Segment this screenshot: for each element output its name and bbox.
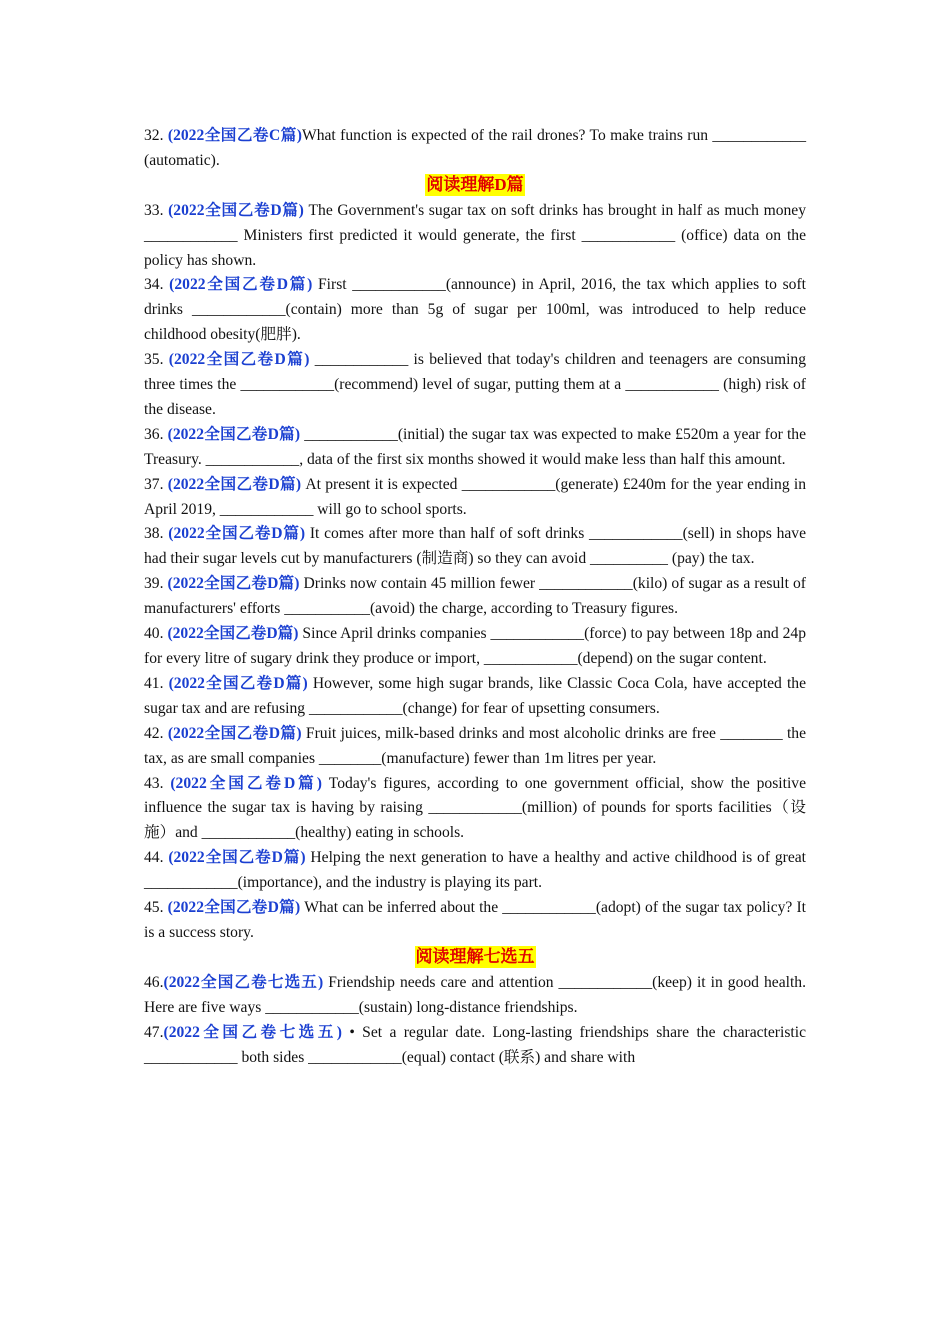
section-heading xyxy=(144,174,806,199)
question-text: The Government's sugar tax on soft drinks has brought in half as much money ____________ Ministers first predicted it would generate, the first ____________ (office) data on the policy has shown. xyxy=(144,201,807,269)
question-item xyxy=(144,522,806,572)
question-item xyxy=(144,846,806,896)
question-text: Since April drinks companies ____________(force) to pay between 18p and 24p for every litre of sugary drink they produce or import, ____________(depend) on the sugar content. xyxy=(144,625,807,668)
question-source: (2022全国乙卷七选五) xyxy=(163,1023,342,1041)
question-source: (2022全国乙卷D篇) xyxy=(168,351,310,369)
question-number: 38. xyxy=(144,525,169,543)
question-source: (2022全国乙卷D篇) xyxy=(168,849,306,867)
question-number: 36. xyxy=(144,425,168,443)
question-text: However, some high sugar brands, like Classic Coca Cola, have accepted the sugar tax and are refusing ____________(change) for fear of upsetting consumers. xyxy=(144,674,806,717)
question-text: ____________(initial) the sugar tax was expected to make £520m a year for the Treasury. ____________, data of the first six months showed it would make less than half this amount. xyxy=(144,425,807,468)
question-item xyxy=(144,672,806,722)
question-text: Helping the next generation to have a healthy and active childhood is of great ____________(importance), and the industry is playing its part. xyxy=(144,849,807,892)
question-item xyxy=(144,199,806,274)
question-text: What function is expected of the rail drones? To make trains run ____________ (automatic). xyxy=(144,127,806,169)
question-number: 33. xyxy=(144,201,169,219)
question-item xyxy=(144,971,806,1021)
question-item xyxy=(144,722,806,772)
question-source: (2022全国乙卷D篇) xyxy=(168,201,304,219)
question-number: 35. xyxy=(144,351,169,369)
question-source: (2022全国乙卷D篇) xyxy=(167,575,300,593)
question-number: 40. xyxy=(144,625,168,643)
question-source: (2022全国乙卷D篇) xyxy=(167,625,299,643)
question-source: (2022全国乙卷D篇) xyxy=(168,674,308,692)
question-source: (2022全国乙卷D篇) xyxy=(167,724,302,742)
section-heading-label: 阅读理解D篇 xyxy=(426,174,524,194)
question-number: 37. xyxy=(144,475,168,493)
question-item xyxy=(144,622,806,672)
question-source: (2022全国乙卷D篇) xyxy=(167,899,301,917)
section-heading-label: 阅读理解七选五 xyxy=(415,946,535,966)
section-heading xyxy=(144,946,806,971)
question-source: (2022全国乙卷七选五) xyxy=(163,973,324,991)
question-number: 47. xyxy=(144,1023,164,1041)
question-item xyxy=(144,473,806,523)
question-number: 42. xyxy=(144,724,168,742)
question-text: At present it is expected ____________(generate) £240m for the year ending in April 2019, ____________ will go to school sports. xyxy=(144,475,806,518)
question-text: What can be inferred about the ____________(adopt) of the sugar tax policy? It is a success story. xyxy=(144,899,807,941)
question-number: 46. xyxy=(144,973,164,991)
question-number: 34. xyxy=(144,276,170,294)
question-text: Fruit juices, milk-based drinks and most alcoholic drinks are free ________ the tax, as are small companies ________(manufacture) fewer than 1m litres per year. xyxy=(144,724,807,767)
question-item xyxy=(144,124,806,174)
question-number: 45. xyxy=(144,899,168,917)
question-source: (2022全国乙卷D篇) xyxy=(168,525,306,543)
question-item xyxy=(144,1021,806,1071)
question-source: (2022全国乙卷D篇) xyxy=(167,425,301,443)
question-number: 43. xyxy=(144,774,171,792)
question-item xyxy=(144,772,806,847)
question-text: It comes after more than half of soft drinks ____________(sell) in shops have had their sugar levels cut by manufacturers (制造商) so they can avoid __________ (pay) the tax. xyxy=(144,525,806,568)
question-item xyxy=(144,423,806,473)
question-text: Friendship needs care and attention ____________(keep) it in good health. Here are five ways ____________(sustain) long-distance friendships. xyxy=(144,973,806,1016)
question-text: • Set a regular date. Long-lasting friendships share the characteristic ____________ both sides ____________(equal) contact (联系) and share with xyxy=(144,1023,806,1066)
question-number: 41. xyxy=(144,674,169,692)
question-source: (2022全国乙卷D篇) xyxy=(169,276,313,294)
question-item xyxy=(144,348,806,423)
question-source: (2022全国乙卷D篇) xyxy=(170,774,322,792)
question-text: First ____________(announce) in April, 2016, the tax which applies to soft drinks ____________(contain) more than 5g of sugar per 100ml, was introduced to help reduce childhood obesity(肥胖). xyxy=(144,276,806,344)
question-item xyxy=(144,273,806,348)
question-source: (2022全国乙卷D篇) xyxy=(167,475,302,493)
question-text: ____________ is believed that today's children and teenagers are consuming three times the ____________(recommend) level of sugar, putting them at a ____________ (high) risk of the disease. xyxy=(144,351,806,418)
question-item xyxy=(144,572,806,622)
question-number: 39. xyxy=(144,575,168,593)
question-number: 44. xyxy=(144,849,169,867)
question-item xyxy=(144,896,806,946)
document-page xyxy=(144,124,806,1070)
question-text: Today's figures, according to one government official, show the positive influence the sugar tax is having by raising ____________(million) of pounds for sports facilities（设施）and ____________(healthy) eating in schools. xyxy=(144,774,807,842)
question-number: 32. xyxy=(144,127,168,144)
question-text: Drinks now contain 45 million fewer ____________(kilo) of sugar as a result of manufacturers' efforts ___________(avoid) the charge, according to Treasury figures. xyxy=(144,575,806,618)
question-source: (2022全国乙卷C篇) xyxy=(167,127,302,144)
